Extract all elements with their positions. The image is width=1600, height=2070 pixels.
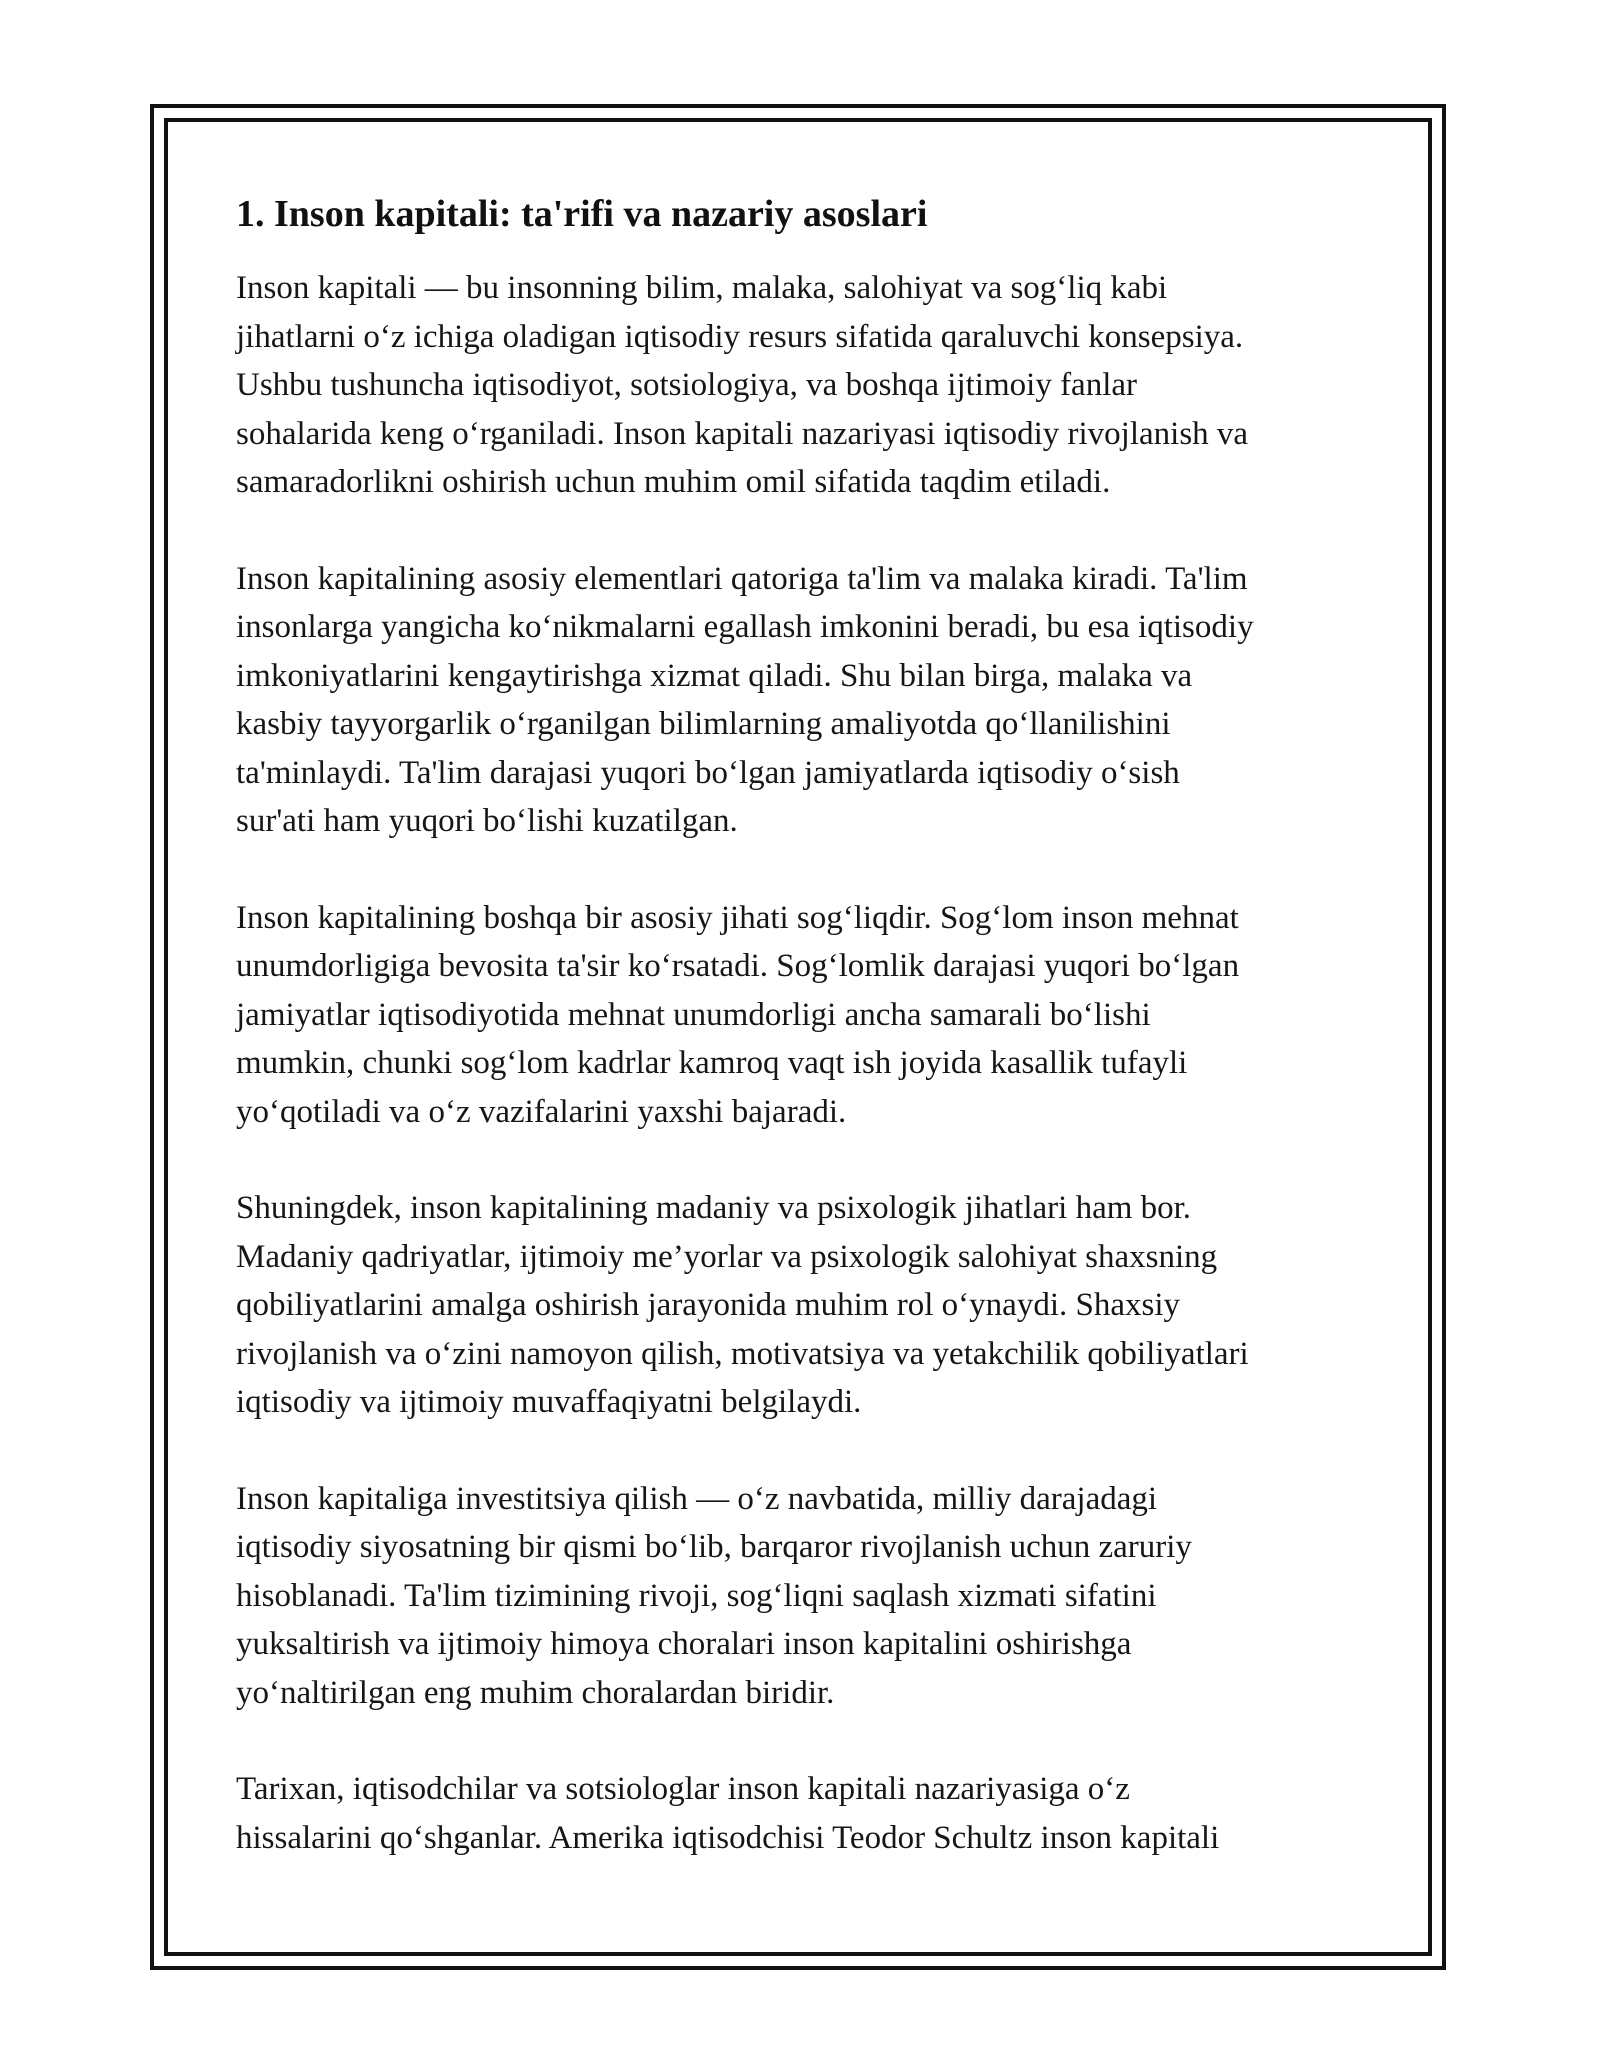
text-line: Inson kapitalining asosiy elementlari qatoriga ta'lim va malaka kiradi. Ta'lim (236, 560, 1248, 597)
text-line: hissalarini qo‘shganlar. Amerika iqtisodchisi Teodor Schultz inson kapitali (236, 1819, 1220, 1856)
text-line: hisoblanadi. Ta'lim tizimining rivoji, sog‘liqni saqlash xizmati sifatini (236, 1577, 1157, 1614)
text-line: Madaniy qadriyatlar, ijtimoiy me’yorlar va psixologik salohiyat shaxsning (236, 1238, 1218, 1275)
text-line: yo‘qotiladi va o‘z vazifalarini yaxshi bajaradi. (236, 1093, 847, 1130)
paragraph-culture (236, 1184, 1376, 1427)
text-line: iqtisodiy va ijtimoiy muvaffaqiyatni belgilaydi. (236, 1384, 862, 1420)
text-line: unumdorligiga bevosita ta'sir ko‘rsatadi. Sog‘lomlik darajasi yuqori bo‘lgan (236, 948, 1240, 984)
paragraph-history (236, 1765, 1376, 1862)
text-line: Inson kapitalining boshqa bir asosiy jihati sog‘liqdir. Sog‘lom inson mehnat (236, 899, 1239, 936)
text-line: Inson kapitaliga investitsiya qilish — o‘z navbatida, milliy darajadagi (236, 1480, 1158, 1517)
text-line: samaradorlikni oshirish uchun muhim omil sifatida taqdim etiladi. (236, 464, 1111, 500)
text-line: imkoniyatlarini kengaytirishga xizmat qiladi. Shu bilan birga, malaka va (236, 657, 1193, 694)
text-line: kasbiy tayyorgarlik o‘rganilgan bilimlarning amaliyotda qo‘llanilishini (236, 706, 1171, 742)
text-line: Shuningdek, inson kapitalining madaniy va psixologik jihatlari ham bor. (236, 1190, 1192, 1226)
text-line: sur'ati ham yuqori bo‘lishi kuzatilgan. (236, 803, 738, 839)
text-line: Inson kapitali — bu insonning bilim, malaka, salohiyat va sog‘liq kabi (236, 270, 1168, 306)
text-line: Tarixan, iqtisodchilar va sotsiologlar inson kapitali nazariyasiga o‘z (236, 1771, 1130, 1807)
text-line: qobiliyatlarini amalga oshirish jarayonida muhim rol o‘ynaydi. Shaxsiy (236, 1287, 1180, 1323)
document-body (236, 190, 1376, 1862)
text-line: jihatlarni o‘z ichiga oladigan iqtisodiy resurs sifatida qaraluvchi konsepsiya. (236, 318, 1244, 355)
text-line: iqtisodiy siyosatning bir qismi bo‘lib, barqaror rivojlanish uchun zaruriy (236, 1529, 1192, 1565)
text-line: insonlarga yangicha ko‘nikmalarni egallash imkonini beradi, bu esa iqtisodiy (236, 609, 1254, 645)
text-line: sohalarida keng o‘rganiladi. Inson kapitali nazariyasi iqtisodiy rivojlanish va (236, 415, 1249, 452)
text-line: mumkin, chunki sog‘lom kadrlar kamroq vaqt ish joyida kasallik tufayli (236, 1045, 1188, 1081)
paragraph-definition (236, 264, 1376, 507)
text-line: jamiyatlar iqtisodiyotida mehnat unumdorligi ancha samarali bo‘lishi (236, 996, 1151, 1033)
paragraph-health (236, 894, 1376, 1137)
text-line: rivojlanish va o‘zini namoyon qilish, motivatsiya va yetakchilik qobiliyatlari (236, 1335, 1249, 1372)
text-line: ta'minlaydi. Ta'lim darajasi yuqori bo‘lgan jamiyatlarda iqtisodiy o‘sish (236, 754, 1180, 791)
text-line: yo‘naltirilgan eng muhim choralardan biridir. (236, 1674, 835, 1711)
section-heading: 1. Inson kapitali: ta'rifi va nazariy asoslari (236, 193, 928, 235)
text-line: Ushbu tushuncha iqtisodiyot, sotsiologiya, va boshqa ijtimoiy fanlar (236, 367, 1138, 403)
paragraph-investment (236, 1475, 1376, 1718)
paragraph-education (236, 555, 1376, 846)
text-line: yuksaltirish va ijtimoiy himoya choralari inson kapitalini oshirishga (236, 1626, 1132, 1662)
